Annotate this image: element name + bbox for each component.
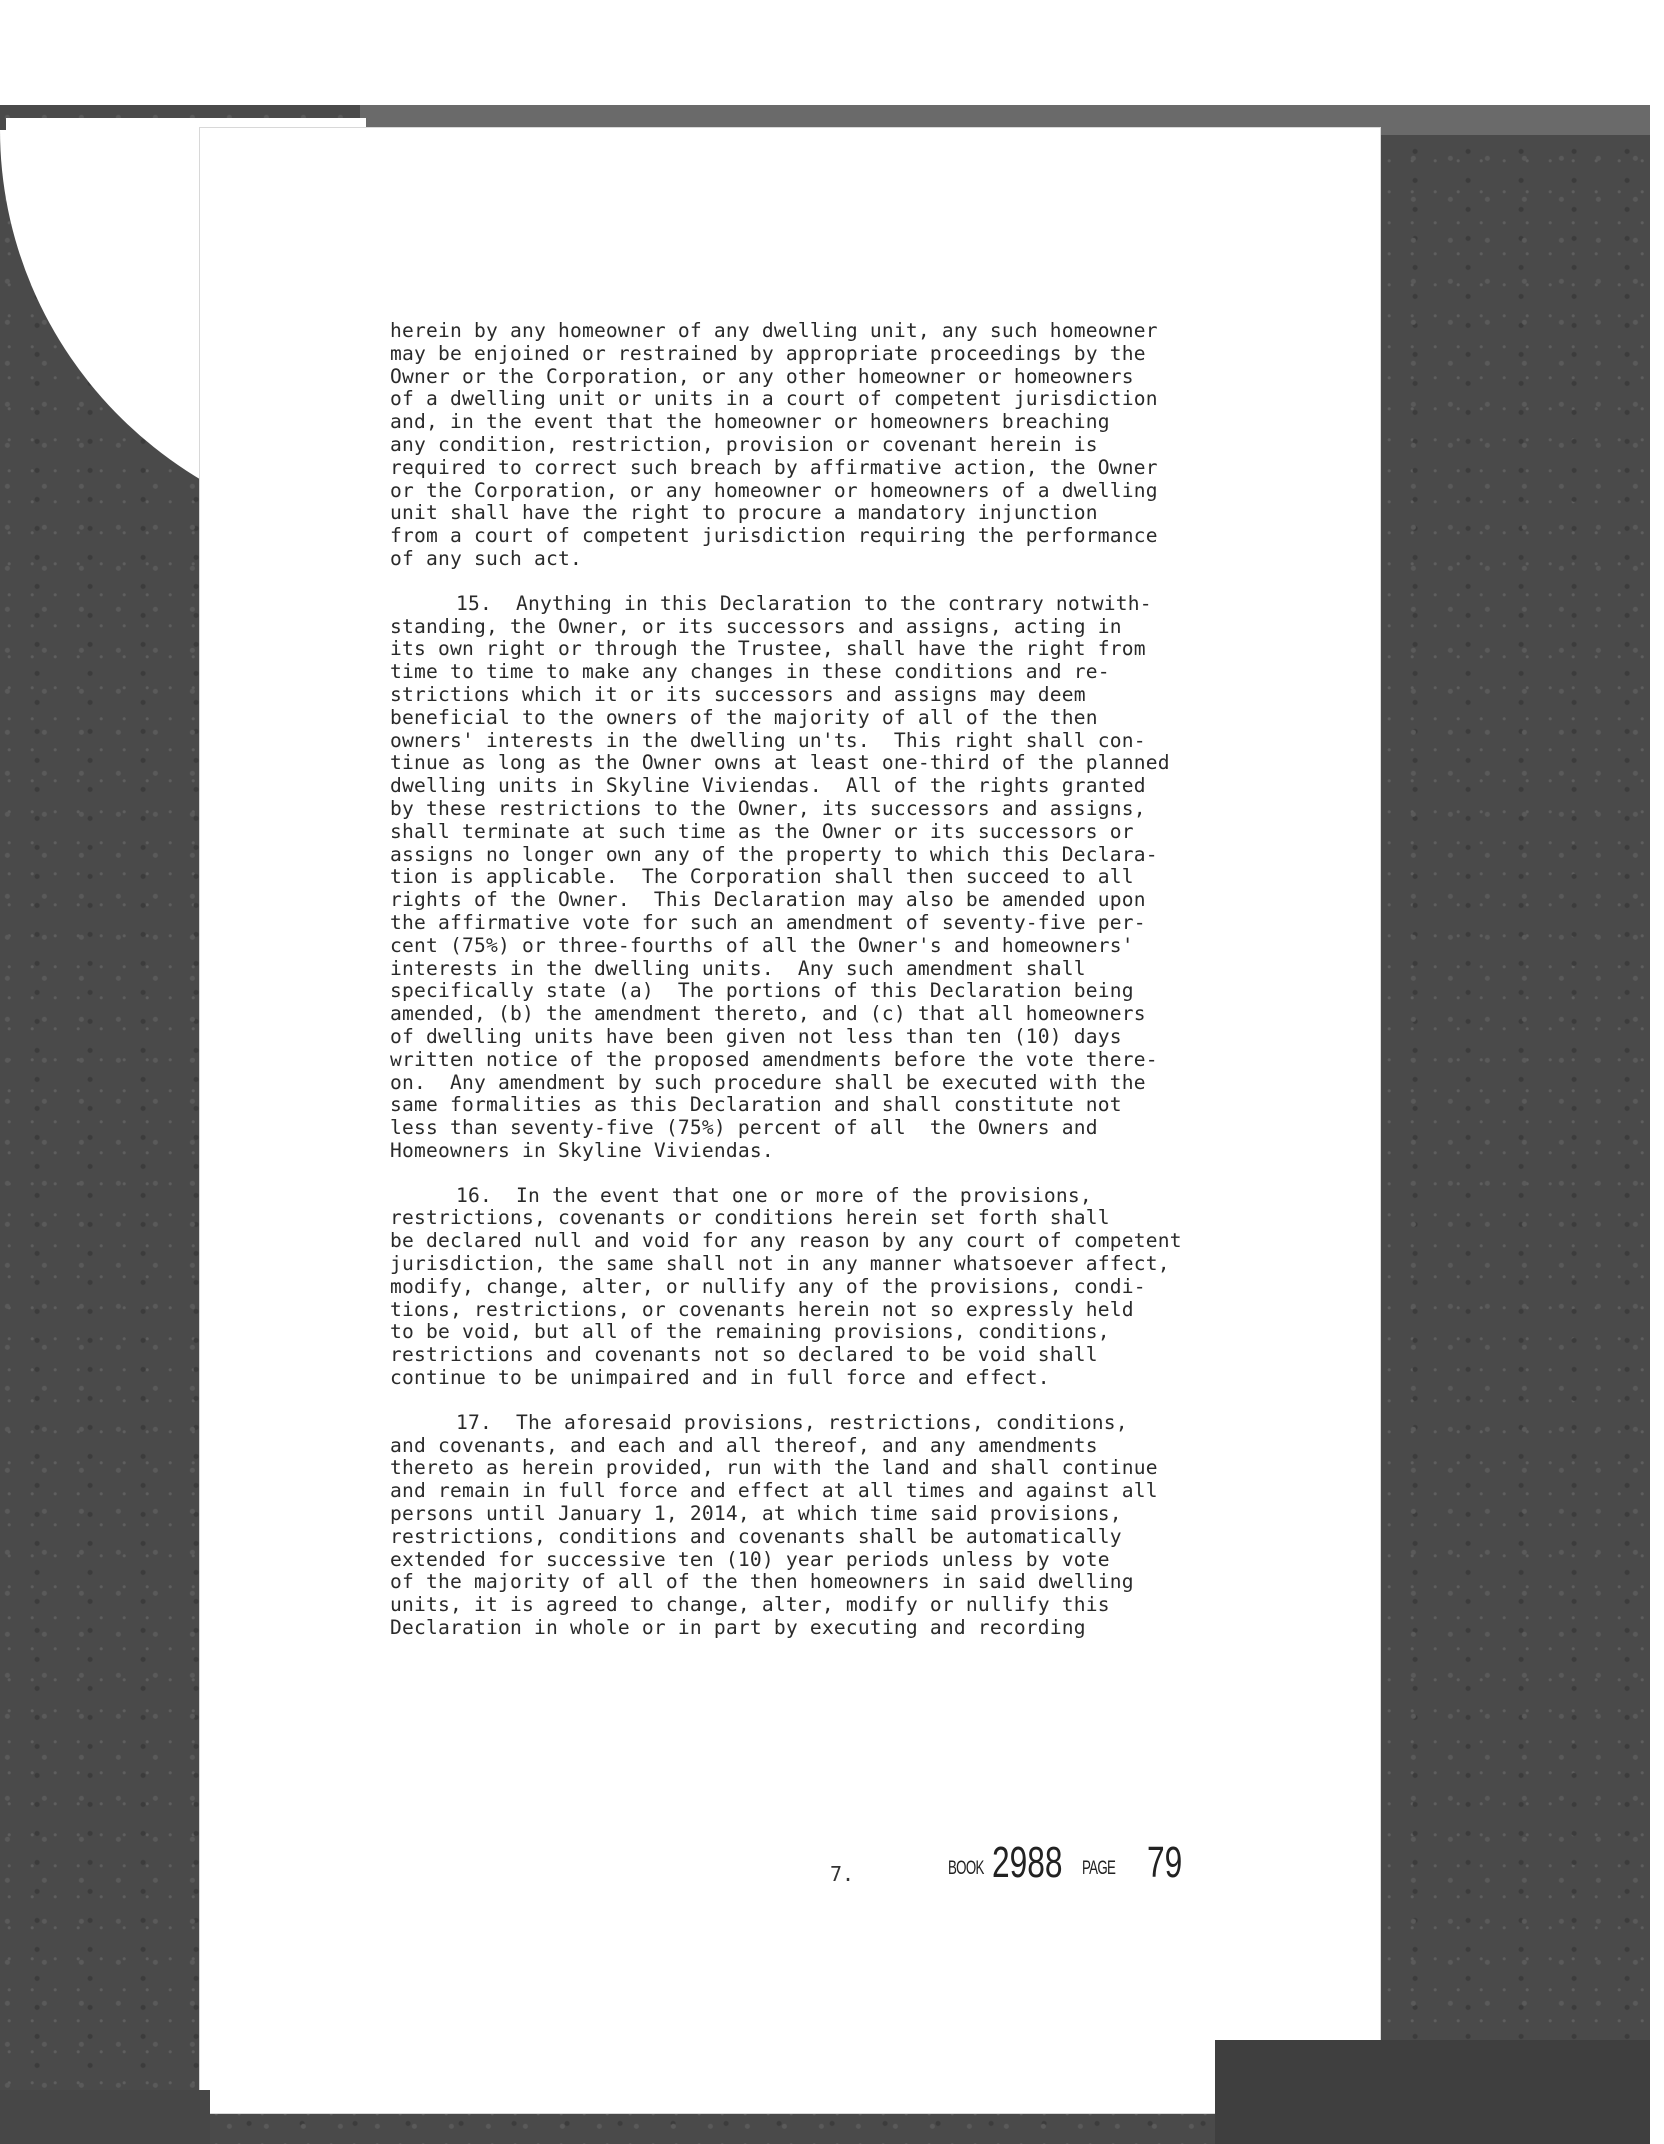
stamp-book-number: 2988 — [992, 1838, 1063, 1887]
page-number: 7. — [830, 1862, 855, 1886]
text-line: on. Any amendment by such procedure shall be executed with the — [390, 1070, 1146, 1094]
text-line: cent (75%) or three-fourths of all the Owner's and homeowners' — [390, 933, 1134, 957]
stamp-page-label: PAGE — [1082, 1858, 1116, 1879]
text-line: beneficial to the owners of the majority of all of the then — [390, 705, 1098, 729]
text-line: Owner or the Corporation, or any other homeowner or homeowners — [390, 364, 1134, 388]
text-line: required to correct such breach by affirmative action, the Owner — [390, 455, 1158, 479]
document-body — [390, 320, 1350, 1662]
text-line: of the majority of all of the then homeowners in said dwelling — [390, 1570, 1134, 1594]
text-line: tinue as long as the Owner owns at least one-third of the planned — [390, 751, 1170, 775]
stamp-page-number: 79 — [1147, 1838, 1183, 1887]
text-line: amended, (b) the amendment thereto, and (c) that all homeowners — [390, 1002, 1146, 1026]
text-line: and, in the event that the homeowner or homeowners breaching — [390, 410, 1110, 434]
paragraph-section-15 — [390, 593, 1350, 1163]
text-line: 16. In the event that one or more of the provisions, — [456, 1183, 1092, 1207]
text-line: thereto as herein provided, run with the land and shall continue — [390, 1456, 1158, 1480]
text-line: strictions which it or its successors and assigns may deem — [390, 682, 1086, 706]
text-line: assigns no longer own any of the property to which this Declara- — [390, 842, 1158, 866]
text-line: tion is applicable. The Corporation shall then succeed to all — [390, 865, 1134, 889]
text-line: units, it is agreed to change, alter, modify or nullify this — [390, 1593, 1110, 1617]
text-line: and covenants, and each and all thereof, and any amendments — [390, 1433, 1098, 1457]
text-line: jurisdiction, the same shall not in any manner whatsoever affect, — [390, 1252, 1170, 1276]
text-line: less than seventy-five (75%) percent of all the Owners and — [390, 1116, 1098, 1140]
text-line: 17. The aforesaid provisions, restrictions, conditions, — [456, 1410, 1128, 1434]
text-line: owners' interests in the dwelling un'ts. This right shall con- — [390, 728, 1146, 752]
paragraph-section-16 — [390, 1185, 1350, 1390]
text-line: restrictions, conditions and covenants shall be automatically — [390, 1524, 1122, 1548]
paragraph-continuation — [390, 320, 1350, 571]
text-line: by these restrictions to the Owner, its successors and assigns, — [390, 796, 1146, 820]
text-line: shall terminate at such time as the Owner or its successors or — [390, 819, 1134, 843]
text-line: be declared null and void for any reason by any court of competent — [390, 1229, 1182, 1253]
text-line: specifically state (a) The portions of this Declaration being — [390, 979, 1134, 1003]
text-line: tions, restrictions, or covenants herein not so expressly held — [390, 1297, 1134, 1321]
text-line: of any such act. — [390, 546, 582, 570]
text-line: dwelling units in Skyline Viviendas. All of the rights granted — [390, 774, 1146, 798]
text-line: of a dwelling unit or units in a court of competent jurisdiction — [390, 387, 1158, 411]
text-line: Declaration in whole or in part by executing and recording — [390, 1616, 1086, 1640]
text-line: herein by any homeowner of any dwelling unit, any such homeowner — [390, 319, 1158, 342]
text-line: continue to be unimpaired and in full force and effect. — [390, 1366, 1050, 1390]
text-line: or the Corporation, or any homeowner or homeowners of a dwelling — [390, 478, 1158, 502]
paragraph-section-17 — [390, 1412, 1350, 1640]
text-line: same formalities as this Declaration and shall constitute not — [390, 1093, 1122, 1117]
text-line: the affirmative vote for such an amendment of seventy-five per- — [390, 910, 1146, 934]
text-line: unit shall have the right to procure a mandatory injunction — [390, 501, 1098, 525]
text-line: restrictions, covenants or conditions herein set forth shall — [390, 1206, 1110, 1230]
text-line: to be void, but all of the remaining provisions, conditions, — [390, 1320, 1110, 1344]
text-line: persons until January 1, 2014, at which time said provisions, — [390, 1502, 1122, 1526]
text-line: may be enjoined or restrained by appropriate proceedings by the — [390, 341, 1146, 365]
text-line: and remain in full force and effect at all times and against all — [390, 1479, 1158, 1503]
text-line: any condition, restriction, provision or covenant herein is — [390, 432, 1098, 456]
stamp-book-label: BOOK — [948, 1858, 984, 1879]
scan-corner-bottom-right — [1215, 2040, 1650, 2144]
text-line: standing, the Owner, or its successors and assigns, acting in — [390, 614, 1122, 638]
text-line: from a court of competent jurisdiction requiring the performance — [390, 524, 1158, 548]
text-line: rights of the Owner. This Declaration may also be amended upon — [390, 888, 1146, 912]
text-line: extended for successive ten (10) year periods unless by vote — [390, 1547, 1110, 1571]
text-line: its own right or through the Trustee, shall have the right from — [390, 637, 1146, 661]
text-line: modify, change, alter, or nullify any of the provisions, condi- — [390, 1274, 1146, 1298]
text-line: time to time to make any changes in these conditions and re- — [390, 660, 1110, 684]
text-line: 15. Anything in this Declaration to the contrary notwith- — [456, 591, 1152, 615]
text-line: interests in the dwelling units. Any such amendment shall — [390, 956, 1086, 980]
text-line: Homeowners in Skyline Viviendas. — [390, 1138, 774, 1162]
text-line: written notice of the proposed amendments before the vote there- — [390, 1047, 1158, 1071]
scan-corner-bottom-left — [0, 2090, 210, 2144]
text-line: of dwelling units have been given not less than ten (10) days — [390, 1024, 1122, 1048]
text-line: restrictions and covenants not so declared to be void shall — [390, 1343, 1098, 1367]
